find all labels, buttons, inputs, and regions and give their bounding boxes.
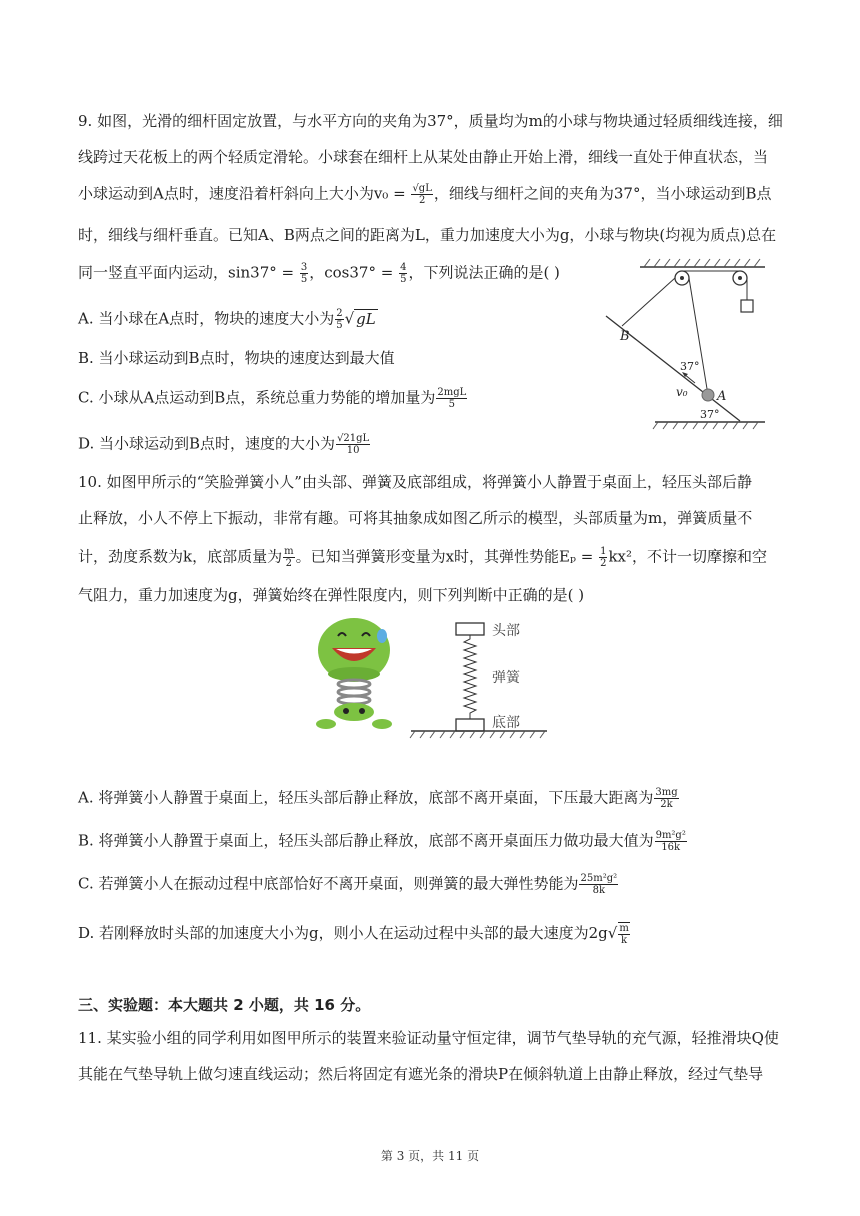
option-text: D. 当小球运动到B点时，速度的大小为 (78, 434, 336, 453)
frac-num: 4 (400, 262, 407, 273)
frac-num: 25m²g² (580, 873, 618, 884)
frac-den: 2k (660, 799, 673, 810)
option-text: A. 当小球在A点时，物块的速度大小为 (78, 309, 335, 328)
frac-den: 5 (400, 274, 407, 285)
frac-num: 3mg (655, 787, 678, 798)
label-angle-top: 37° (680, 360, 700, 373)
q10-line-3-mid: 。已知当弹簧形变量为x时，其弹性势能Eₚ = (295, 547, 599, 566)
q9-option-d (78, 433, 371, 456)
frac-num: 2 (336, 308, 343, 319)
q10-option-b (78, 830, 688, 853)
sin-fraction (300, 262, 308, 285)
spring-model-diagram (405, 615, 555, 745)
q9-line-3-tail: ，细线与细杆之间的夹角为37°，当小球运动到B点 (433, 184, 772, 203)
q10-option-c (78, 873, 619, 896)
frac-num: √21gL (337, 433, 370, 444)
q10-option-a (78, 787, 680, 810)
fraction (579, 873, 618, 896)
fraction (655, 830, 687, 853)
frac-num: √gL (412, 183, 432, 194)
q10-line-3-text: 计，劲度系数为k，底部质量为 (78, 547, 283, 566)
q11-line-2: 其能在气垫导轨上做匀速直线运动；然后将固定有遮光条的滑块P在倾斜轨道上由静止释放，经过气垫导 (78, 1065, 764, 1083)
cos-fraction (399, 262, 407, 285)
frac-num: 1 (600, 546, 607, 557)
frac-den: 2 (418, 195, 426, 206)
label-spring: 弹簧 (492, 670, 520, 686)
label-head: 头部 (492, 623, 520, 639)
option-text: C. 小球从A点运动到B点，系统总重力势能的增加量为 (78, 388, 436, 407)
q9-line-4: 时，细线与细杆垂直。已知A、B两点之间的距离为L，重力加速度大小为g，小球与物块(均视为质点)总在 (78, 226, 777, 244)
q9-line-2: 线跨过天花板上的两个轻质定滑轮。小球套在细杆上从某处由静止开始上滑，细线一直处于伸直状态，当 (78, 148, 769, 166)
frac-den: 8k (592, 885, 606, 896)
q9-line-3 (78, 183, 771, 206)
q9-line-5-tail: ，下列说法正确的是( ) (408, 263, 560, 282)
label-b: B (620, 329, 630, 344)
section-heading: 三、实验题：本大题共 2 小题，共 16 分。 (78, 996, 371, 1014)
q9-option-a: A. 当小球在A点时，物块的速度大小为 $\frac{2}{5}$ √ gL (78, 308, 376, 331)
q10-line-1: 10. 如图甲所示的“笑脸弹簧小人”由头部、弹簧及底部组成，将弹簧小人静置于桌面上，轻压头部后静 (78, 473, 752, 491)
frac-den: 5 (336, 320, 343, 331)
fraction (283, 546, 294, 569)
q10-line-4: 气阻力，重力加速度为g，弹簧始终在弹性限度内，则下列判断中正确的是( ) (78, 586, 585, 604)
q9-line-5 (78, 262, 560, 285)
smiley-spring-toy-image (310, 612, 400, 737)
q9-line-1: 9. 如图，光滑的细杆固定放置，与水平方向的夹角为37°，质量均为m的小球与物块通过轻质细线连接，细 (78, 112, 783, 130)
fraction (654, 787, 678, 810)
q9-line-5-mid: ，cos37° = (309, 263, 399, 282)
frac-den: k (621, 935, 628, 946)
frac-num: 3 (300, 262, 308, 273)
frac-den: 16k (661, 842, 681, 853)
frac-den: 5 (300, 274, 308, 285)
label-v0: v₀ (676, 385, 688, 399)
q9-line-5-text: 同一竖直平面内运动，sin37° = (78, 263, 299, 282)
fraction (618, 922, 629, 946)
fraction (599, 546, 607, 569)
fraction (335, 308, 343, 331)
q10-line-3 (78, 546, 767, 569)
option-text: C. 若弹簧小人在振动过程中底部恰好不离开桌面，则弹簧的最大弹性势能为 (78, 874, 579, 893)
frac-num: 2mgL (437, 387, 467, 398)
option-text: A. 将弹簧小人静置于桌面上，轻压头部后静止释放，底部不离开桌面，下压最大距离为 (78, 788, 654, 807)
q11-line-1: 11. 某实验小组的同学利用如图甲所示的装置来验证动量守恒定律，调节气垫导轨的充气源，轻推滑块Q使 (78, 1029, 779, 1047)
fraction (336, 433, 370, 456)
label-a: A (717, 389, 727, 404)
fraction (436, 387, 467, 410)
q9-option-b: B. 当小球运动到B点时，物块的速度达到最大值 (78, 349, 395, 367)
frac-den: 2 (600, 558, 607, 569)
label-base: 底部 (492, 715, 520, 731)
q9-pulley-diagram (600, 258, 780, 438)
page-footer: 第 3 页，共 11 页 (380, 1149, 480, 1163)
label-angle-bottom: 37° (700, 408, 720, 421)
q10-line-2: 止释放，小人不停上下振动，非常有趣。可将其抽象成如图乙所示的模型，头部质量为m，弹簧质量不 (78, 509, 753, 527)
frac-num: m (284, 546, 294, 557)
frac-den: 2 (285, 558, 293, 569)
v0-fraction (411, 183, 432, 206)
q9-line-3-text: 小球运动到A点时，速度沿着杆斜向上大小为v₀ = (78, 184, 411, 203)
option-text: B. 将弹簧小人静置于桌面上，轻压头部后静止释放，底部不离开桌面压力做功最大值为 (78, 831, 654, 850)
q10-line-3-tail: kx²，不计一切摩擦和空 (608, 547, 768, 566)
sqrt-body: gL (356, 309, 376, 328)
frac-num: 9m²g² (655, 830, 686, 841)
frac-den: 5 (448, 399, 455, 410)
frac-num: m (619, 923, 629, 934)
q9-option-c (78, 387, 468, 410)
option-text: D. 若刚释放时头部的加速度大小为g，则小人在运动过程中头部的最大速度为2g (78, 924, 608, 942)
frac-den: 10 (346, 445, 360, 456)
q10-option-d: D. 若刚释放时头部的加速度大小为g，则小人在运动过程中头部的最大速度为2g√ $\frac{m}{k}$ (78, 923, 629, 946)
